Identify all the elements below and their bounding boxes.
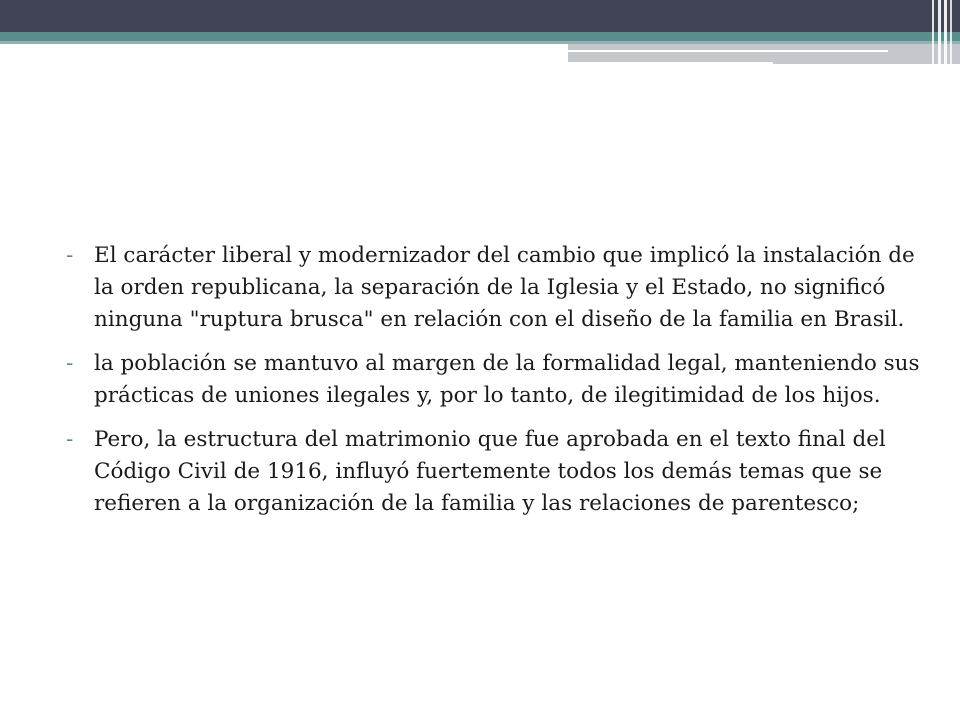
bullet-item xyxy=(66,348,926,412)
header-band-dark xyxy=(0,0,960,32)
header-band-teal xyxy=(0,32,960,41)
bullet-marker: - xyxy=(66,351,74,376)
bullet-text: la población se mantuvo al margen de la formalidad legal, manteniendo sus prácticas de uniones ilegales y, por lo tanto, de ilegitimidad de los hijos. xyxy=(94,351,920,408)
bullet-item xyxy=(66,240,926,336)
header-accent-line xyxy=(568,50,888,52)
header-band-gray xyxy=(568,44,960,64)
header-accent-line xyxy=(568,62,773,65)
bullet-marker: - xyxy=(66,243,74,268)
bullet-item xyxy=(66,424,926,520)
header-edge-lines xyxy=(930,0,960,64)
slide-body xyxy=(66,240,926,532)
bullet-text: Pero, la estructura del matrimonio que fue aprobada en el texto final del Código Civil de 1916, influyó fuertemente todos los demás temas que se refieren a la organización de la familia y las relaciones de parentesco; xyxy=(94,427,886,516)
bullet-text: El carácter liberal y modernizador del cambio que implicó la instalación de la orden republicana, la separación de la Iglesia y el Estado, no significó ninguna "ruptura brusca" en relación con el diseño de la familia en Brasil. xyxy=(94,243,915,332)
bullet-marker: - xyxy=(66,427,74,452)
